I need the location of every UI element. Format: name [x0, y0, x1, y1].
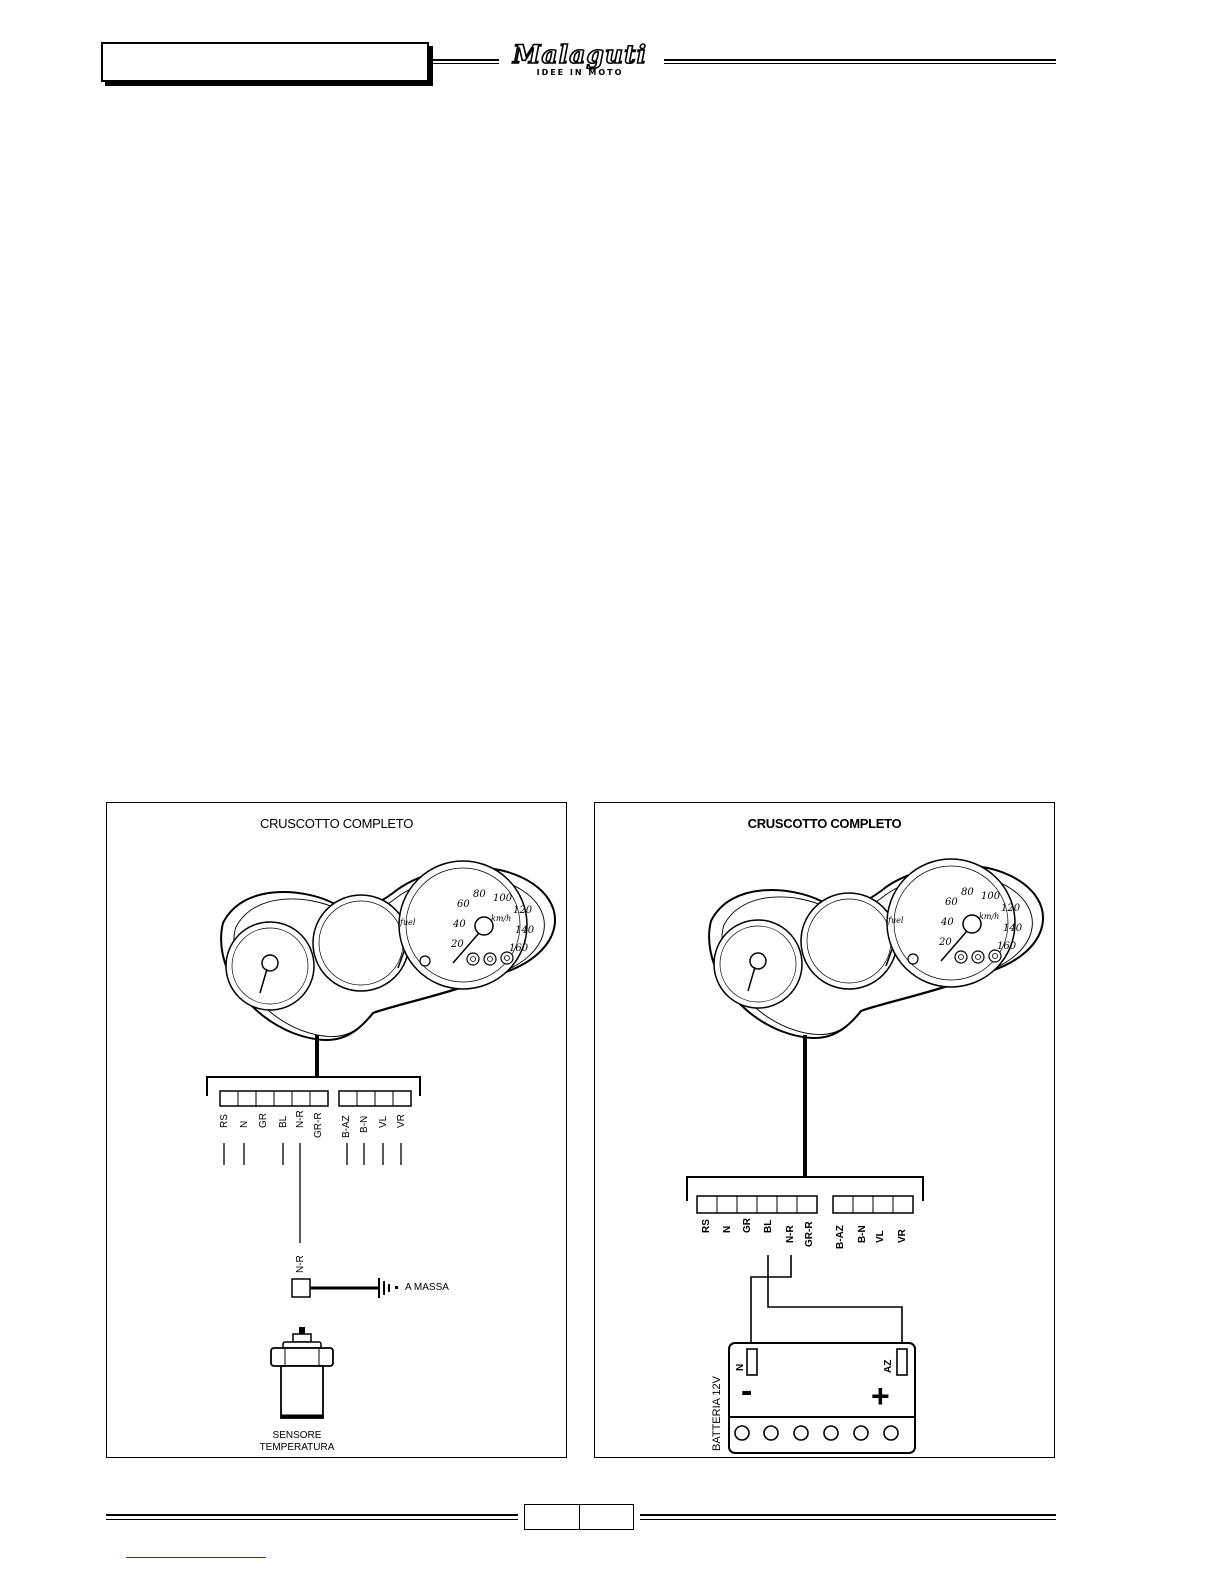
rpm-hub — [262, 955, 278, 971]
warning-lamp-1 — [467, 953, 479, 965]
speed-tick-label: 60 — [945, 897, 958, 908]
speed-tick-label: 40 — [941, 917, 954, 928]
dashboard-illustration — [221, 861, 555, 1040]
battery-negative-symbol: - — [741, 1372, 753, 1410]
speed-tick-label: 140 — [1003, 923, 1023, 934]
wire-label-n-r: N-R — [295, 1110, 306, 1128]
footer-page-box-left — [524, 1504, 580, 1530]
battery-terminal-pos-wire: AZ — [883, 1359, 894, 1373]
wire-label-b-az: B-AZ — [835, 1225, 846, 1249]
temperature-sensor-illustration — [271, 1327, 333, 1418]
sensor-label-line1: SENSORE — [272, 1430, 322, 1441]
footer-rule-right-thin — [640, 1519, 1056, 1520]
footer-rule-left-thin — [106, 1519, 518, 1520]
speed-tick-label: 20 — [939, 937, 952, 948]
warning-lamp-2 — [484, 953, 496, 965]
wire-label-n: N — [239, 1120, 250, 1128]
sensor-wire-label: N-R — [295, 1255, 306, 1273]
fuel-gauge — [313, 895, 409, 991]
speed-tick-label: 160 — [997, 941, 1017, 952]
speed-unit-label: km/h — [979, 912, 1000, 921]
wire-label-gr: GR — [258, 1113, 269, 1128]
wire-label-vl: VL — [378, 1115, 389, 1128]
header-rule-right-thin — [664, 63, 1056, 64]
footer-rule-left — [106, 1514, 518, 1516]
panel-dashboard-temperature-sensor — [106, 802, 567, 1458]
wire-label-gr-r: GR-R — [804, 1221, 815, 1247]
warning-lamp-1 — [955, 951, 967, 963]
wire-label-rs: RS — [701, 1219, 712, 1233]
fuel-gauge — [801, 893, 897, 989]
connector-block-a — [220, 1091, 328, 1106]
battery-label: BATTERIA 12V — [711, 1376, 723, 1451]
speed-tick-label: 40 — [453, 919, 466, 930]
wire-label-rs: RS — [219, 1114, 230, 1128]
footer-page-box-right — [579, 1504, 634, 1530]
indicator-lamp — [420, 956, 430, 966]
wire-label-bl: BL — [763, 1219, 774, 1233]
indicator-lamp — [908, 954, 918, 964]
speed-tick-label: 160 — [509, 943, 529, 954]
footer-link-underline[interactable] — [126, 1557, 266, 1558]
ground-label: A MASSA — [405, 1282, 449, 1293]
wire-label-gr: GR — [742, 1218, 753, 1233]
wire-label-b-az: B-AZ — [341, 1115, 352, 1138]
connector-block-a — [697, 1196, 817, 1213]
panel-dashboard-battery — [594, 802, 1055, 1458]
brand-logo — [498, 40, 662, 80]
logo-tagline: IDEE IN MOTO — [536, 68, 624, 77]
header-rule-right — [664, 59, 1056, 61]
wire-label-b-n: B-N — [359, 1115, 370, 1133]
footer-rule-right — [640, 1514, 1056, 1516]
speed-tick-label: 60 — [457, 899, 470, 910]
wire-label-b-n: B-N — [857, 1225, 868, 1243]
connector-block-b — [833, 1196, 913, 1213]
warning-lamp-2 — [972, 951, 984, 963]
header-rule-left-thin — [429, 63, 499, 64]
wire-label-gr-r: GR-R — [313, 1112, 324, 1138]
header-title-box — [101, 42, 429, 82]
speed-tick-label: 80 — [473, 889, 486, 900]
left-wiring-drawing — [107, 803, 568, 1459]
left-diagram-title: CRUSCOTTO COMPLETO — [259, 816, 414, 831]
speed-tick-label: 120 — [513, 905, 533, 916]
rpm-hub — [750, 953, 766, 969]
logo-wordmark: Malaguti — [512, 40, 648, 69]
wire-label-bl: BL — [278, 1115, 289, 1128]
speed-tick-label: 120 — [1001, 903, 1021, 914]
connector-block-b — [339, 1091, 411, 1106]
fuel-label: fuel — [400, 918, 416, 927]
sensor-label-line2: TEMPERATURA — [259, 1442, 335, 1453]
right-diagram-title: CRUSCOTTO COMPLETO — [747, 816, 902, 831]
wire-label-vr: VR — [396, 1114, 407, 1128]
speed-tick-label: 140 — [515, 925, 535, 936]
speed-tick-label: 100 — [493, 893, 513, 904]
speed-unit-label: km/h — [491, 914, 512, 923]
header-rule-left — [429, 59, 499, 61]
wire-label-vr: VR — [897, 1229, 908, 1243]
wire-label-n-r: N-R — [785, 1225, 796, 1243]
dashboard-illustration — [709, 859, 1043, 1038]
speed-tick-label: 20 — [451, 939, 464, 950]
battery-positive-symbol: + — [871, 1378, 890, 1414]
right-wiring-drawing — [595, 803, 1056, 1459]
speed-tick-label: 100 — [981, 891, 1001, 902]
speed-tick-label: 80 — [961, 887, 974, 898]
battery-terminal-neg-wire: N — [735, 1363, 746, 1371]
fuel-label: fuel — [888, 916, 904, 925]
wire-label-n: N — [722, 1225, 733, 1233]
wire-label-vl: VL — [875, 1230, 886, 1243]
